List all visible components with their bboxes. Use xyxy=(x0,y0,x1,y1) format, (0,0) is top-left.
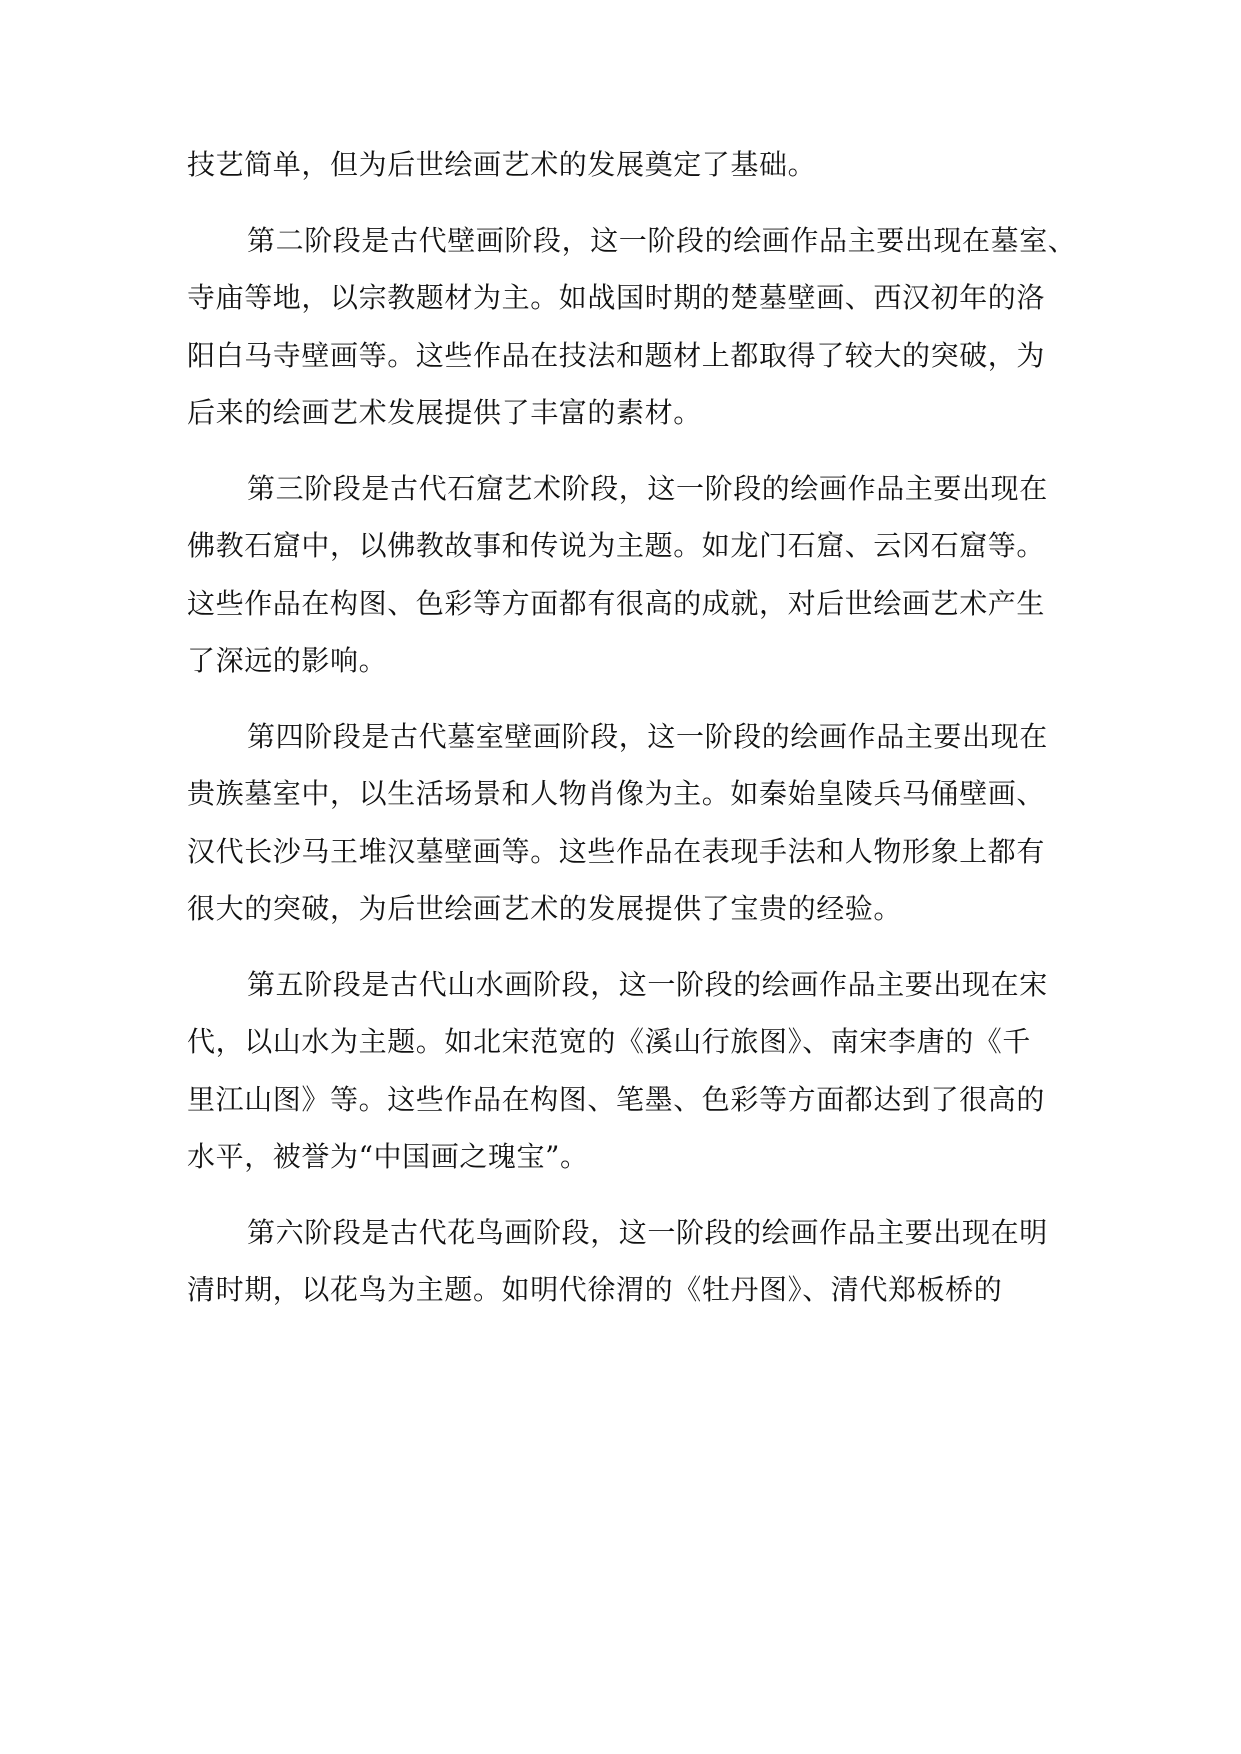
paragraph xyxy=(187,1204,1067,1319)
text-line: 后来的绘画艺术发展提供了丰富的素材。 xyxy=(187,396,702,429)
paragraph xyxy=(187,212,1077,442)
text-line: 第六阶段是古代花鸟画阶段，这一阶段的绘画作品主要出现在明 xyxy=(247,1215,1048,1249)
text-line: 很大的突破，为后世绘画艺术的发展提供了宝贵的经验。 xyxy=(187,892,903,925)
text-line: 汉代长沙马王堆汉墓壁画等。这些作品在表现手法和人物形象上都有 xyxy=(187,834,1046,868)
text-line: 了深远的影响。 xyxy=(187,644,388,677)
paragraph xyxy=(187,956,1067,1186)
body-text xyxy=(187,136,1077,1319)
text-line: 贵族墓室中，以生活场景和人物肖像为主。如秦始皇陵兵马俑壁画、 xyxy=(187,777,1046,810)
text-line: 第四阶段是古代墓室壁画阶段，这一阶段的绘画作品主要出现在 xyxy=(247,719,1048,753)
text-line: 清时期，以花鸟为主题。如明代徐渭的《牡丹图》、清代郑板桥的 xyxy=(187,1273,1003,1306)
text-line: 阳白马寺壁画等。这些作品在技法和题材上都取得了较大的突破，为 xyxy=(187,338,1046,372)
paragraph xyxy=(187,136,1067,194)
text-line: 第二阶段是古代壁画阶段，这一阶段的绘画作品主要出现在墓室、 xyxy=(247,223,1077,257)
text-line: 第五阶段是古代山水画阶段，这一阶段的绘画作品主要出现在宋 xyxy=(247,967,1048,1001)
paragraph xyxy=(187,460,1067,690)
text-line: 寺庙等地，以宗教题材为主。如战国时期的楚墓壁画、西汉初年的洛 xyxy=(187,281,1046,314)
paragraph xyxy=(187,708,1067,938)
text-line: 技艺简单，但为后世绘画艺术的发展奠定了基础。 xyxy=(187,148,817,181)
text-line: 这些作品在构图、色彩等方面都有很高的成就，对后世绘画艺术产生 xyxy=(187,586,1046,620)
text-line: 水平，被誉为“中国画之瑰宝”。 xyxy=(187,1140,589,1173)
text-line: 佛教石窟中，以佛教故事和传说为主题。如龙门石窟、云冈石窟等。 xyxy=(187,529,1046,562)
text-line: 里江山图》等。这些作品在构图、笔墨、色彩等方面都达到了很高的 xyxy=(187,1082,1046,1116)
text-line: 代，以山水为主题。如北宋范宽的《溪山行旅图》、南宋李唐的《千 xyxy=(187,1025,1032,1058)
text-line: 第三阶段是古代石窟艺术阶段，这一阶段的绘画作品主要出现在 xyxy=(247,471,1048,505)
